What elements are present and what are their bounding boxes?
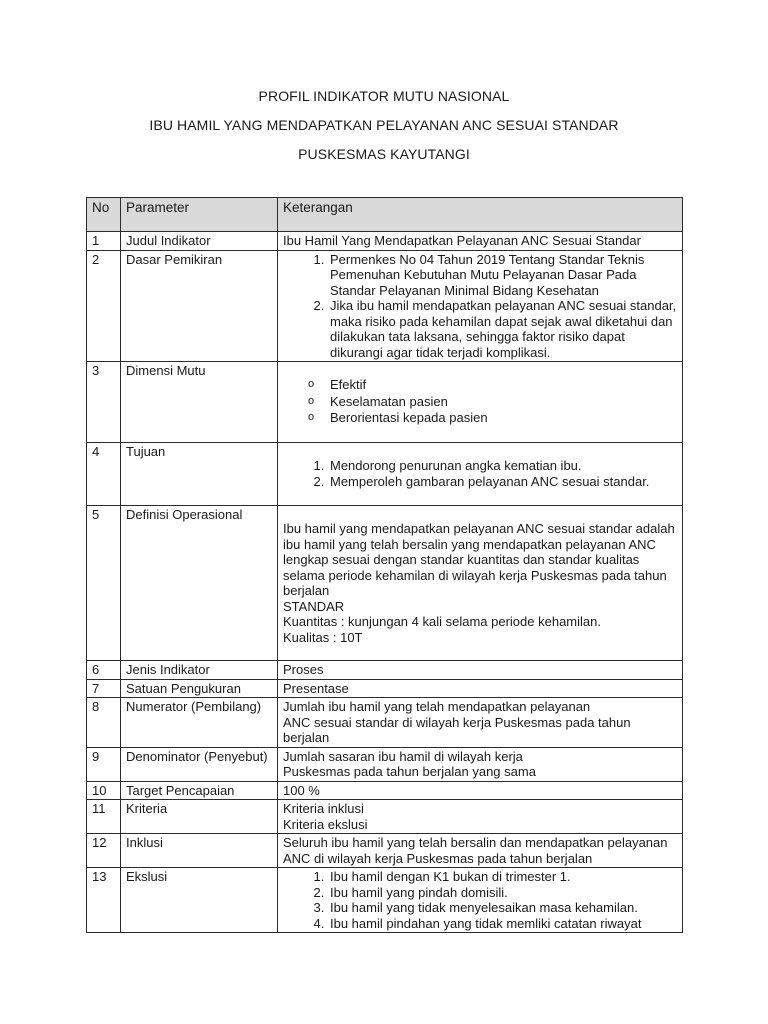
row-keterangan — [278, 362, 683, 443]
list-item: 1. Permenkes No 04 Tahun 2019 Tentang Standar Teknis Pemenuhan Kebutuhan Mutu Pelayanan Dasar Pada Standar Pelayanan Minimal Bidang Kesehatan — [328, 252, 677, 299]
list-item: o Berorientasi kepada pasien — [328, 410, 677, 426]
row-no: 9 — [87, 747, 121, 781]
row-keterangan — [278, 747, 683, 781]
table-row — [87, 868, 683, 933]
row-keterangan: 100 % — [278, 781, 683, 800]
numerator-line: Jumlah ibu hamil yang telah mendapatkan pelayanan — [283, 699, 591, 714]
list-item: 2. Memperoleh gambaran pelayanan ANC sesuai standar. — [328, 474, 677, 490]
row-parameter: Numerator (Pembilang) — [121, 698, 278, 748]
table-header-row — [87, 198, 683, 232]
definition-text: Ibu hamil yang mendapatkan pelayanan ANC sesuai standar adalah ibu hamil yang telah bersalin yang mendapatkan pelayanan ANC lengkap sesuai dengan standar kuantitas dan standar kualitas selama periode kehamilan di wilayah kerja Puskesmas pada tahun berjalan — [283, 521, 675, 598]
list-item: 1. Mendorong penurunan angka kematian ibu. — [328, 458, 677, 474]
table-row — [87, 443, 683, 506]
numbered-list — [283, 869, 677, 931]
title-line-2: IBU HAMIL YANG MENDAPATKAN PELAYANAN ANC SESUAI STANDAR — [149, 117, 619, 133]
row-no: 1 — [87, 232, 121, 251]
table-row — [87, 800, 683, 834]
document-title — [0, 88, 768, 175]
row-parameter: Judul Indikator — [121, 232, 278, 251]
row-keterangan — [278, 250, 683, 362]
quantity-text: Kuantitas : kunjungan 4 kali selama periode kehamilan. — [283, 614, 601, 629]
table-row — [87, 747, 683, 781]
row-parameter: Tujuan — [121, 443, 278, 506]
row-no: 13 — [87, 868, 121, 933]
list-item: o Keselamatan pasien — [328, 394, 677, 410]
table-row — [87, 698, 683, 748]
row-keterangan: Presentase — [278, 679, 683, 698]
list-item: 2. Jika ibu hamil mendapatkan pelayanan ANC sesuai standar, maka risiko pada kehamilan dapat sejak awal diketahui dan dilakukan tata laksana, sehingga faktor risiko dapat dikurangi agar tidak terjadi komplikasi. — [328, 298, 677, 360]
row-parameter: Satuan Pengukuran — [121, 679, 278, 698]
header-parameter: Parameter — [121, 198, 278, 232]
denominator-line: Puskesmas pada tahun berjalan yang sama — [283, 764, 536, 779]
table-row — [87, 362, 683, 443]
row-keterangan: Seluruh ibu hamil yang telah bersalin dan mendapatkan pelayanan ANC di wilayah kerja Puskesmas pada tahun berjalan — [278, 834, 683, 868]
list-item: 4. Ibu hamil pindahan yang tidak memliki catatan riwayat — [328, 916, 677, 932]
row-parameter: Inklusi — [121, 834, 278, 868]
numerator-line: ANC sesuai standar di wilayah kerja Puskesmas pada tahun berjalan — [283, 714, 631, 745]
indicator-profile-table — [86, 197, 683, 933]
table-row — [87, 834, 683, 868]
row-parameter: Denominator (Penyebut) — [121, 747, 278, 781]
table-row — [87, 250, 683, 362]
row-keterangan — [278, 800, 683, 834]
row-parameter: Dasar Pemikiran — [121, 250, 278, 362]
standard-label: STANDAR — [283, 598, 345, 614]
row-keterangan: Proses — [278, 661, 683, 680]
numbered-list — [283, 458, 677, 489]
table-row — [87, 661, 683, 680]
row-no: 5 — [87, 506, 121, 661]
row-no: 7 — [87, 679, 121, 698]
list-item: 3. Ibu hamil yang tidak menyelesaikan masa kehamilan. — [328, 900, 677, 916]
row-no: 8 — [87, 698, 121, 748]
row-parameter: Dimensi Mutu — [121, 362, 278, 443]
row-keterangan — [278, 698, 683, 748]
table-row — [87, 506, 683, 661]
header-no: No — [87, 198, 121, 232]
row-keterangan — [278, 868, 683, 933]
row-no: 11 — [87, 800, 121, 834]
title-line-1: PROFIL INDIKATOR MUTU NASIONAL — [258, 88, 510, 104]
numbered-list — [283, 252, 677, 361]
title-line-3: PUSKESMAS KAYUTANGI — [298, 146, 470, 162]
row-no: 12 — [87, 834, 121, 868]
row-keterangan: Ibu Hamil Yang Mendapatkan Pelayanan ANC Sesuai Standar — [278, 232, 683, 251]
row-keterangan — [278, 443, 683, 506]
list-item: 2. Ibu hamil yang pindah domisili. — [328, 885, 677, 901]
row-keterangan — [278, 506, 683, 661]
row-no: 4 — [87, 443, 121, 506]
row-parameter: Ekslusi — [121, 868, 278, 933]
table-row — [87, 679, 683, 698]
row-parameter: Target Pencapaian — [121, 781, 278, 800]
list-item: o Efektif — [328, 377, 677, 393]
quality-text: Kualitas : 10T — [283, 629, 363, 645]
criteria-line: Kriteria inklusi — [283, 801, 364, 816]
denominator-line: Jumlah sasaran ibu hamil di wilayah kerja — [283, 748, 523, 764]
bullet-list — [283, 377, 677, 426]
table-row — [87, 232, 683, 251]
list-item: 1. Ibu hamil dengan K1 bukan di trimester 1. — [328, 869, 677, 885]
header-keterangan: Keterangan — [278, 198, 683, 232]
row-no: 2 — [87, 250, 121, 362]
row-parameter: Kriteria — [121, 800, 278, 834]
row-no: 6 — [87, 661, 121, 680]
row-parameter: Definisi Operasional — [121, 506, 278, 661]
criteria-line: Kriteria ekslusi — [283, 816, 368, 832]
row-no: 3 — [87, 362, 121, 443]
row-parameter: Jenis Indikator — [121, 661, 278, 680]
row-no: 10 — [87, 781, 121, 800]
table-row — [87, 781, 683, 800]
